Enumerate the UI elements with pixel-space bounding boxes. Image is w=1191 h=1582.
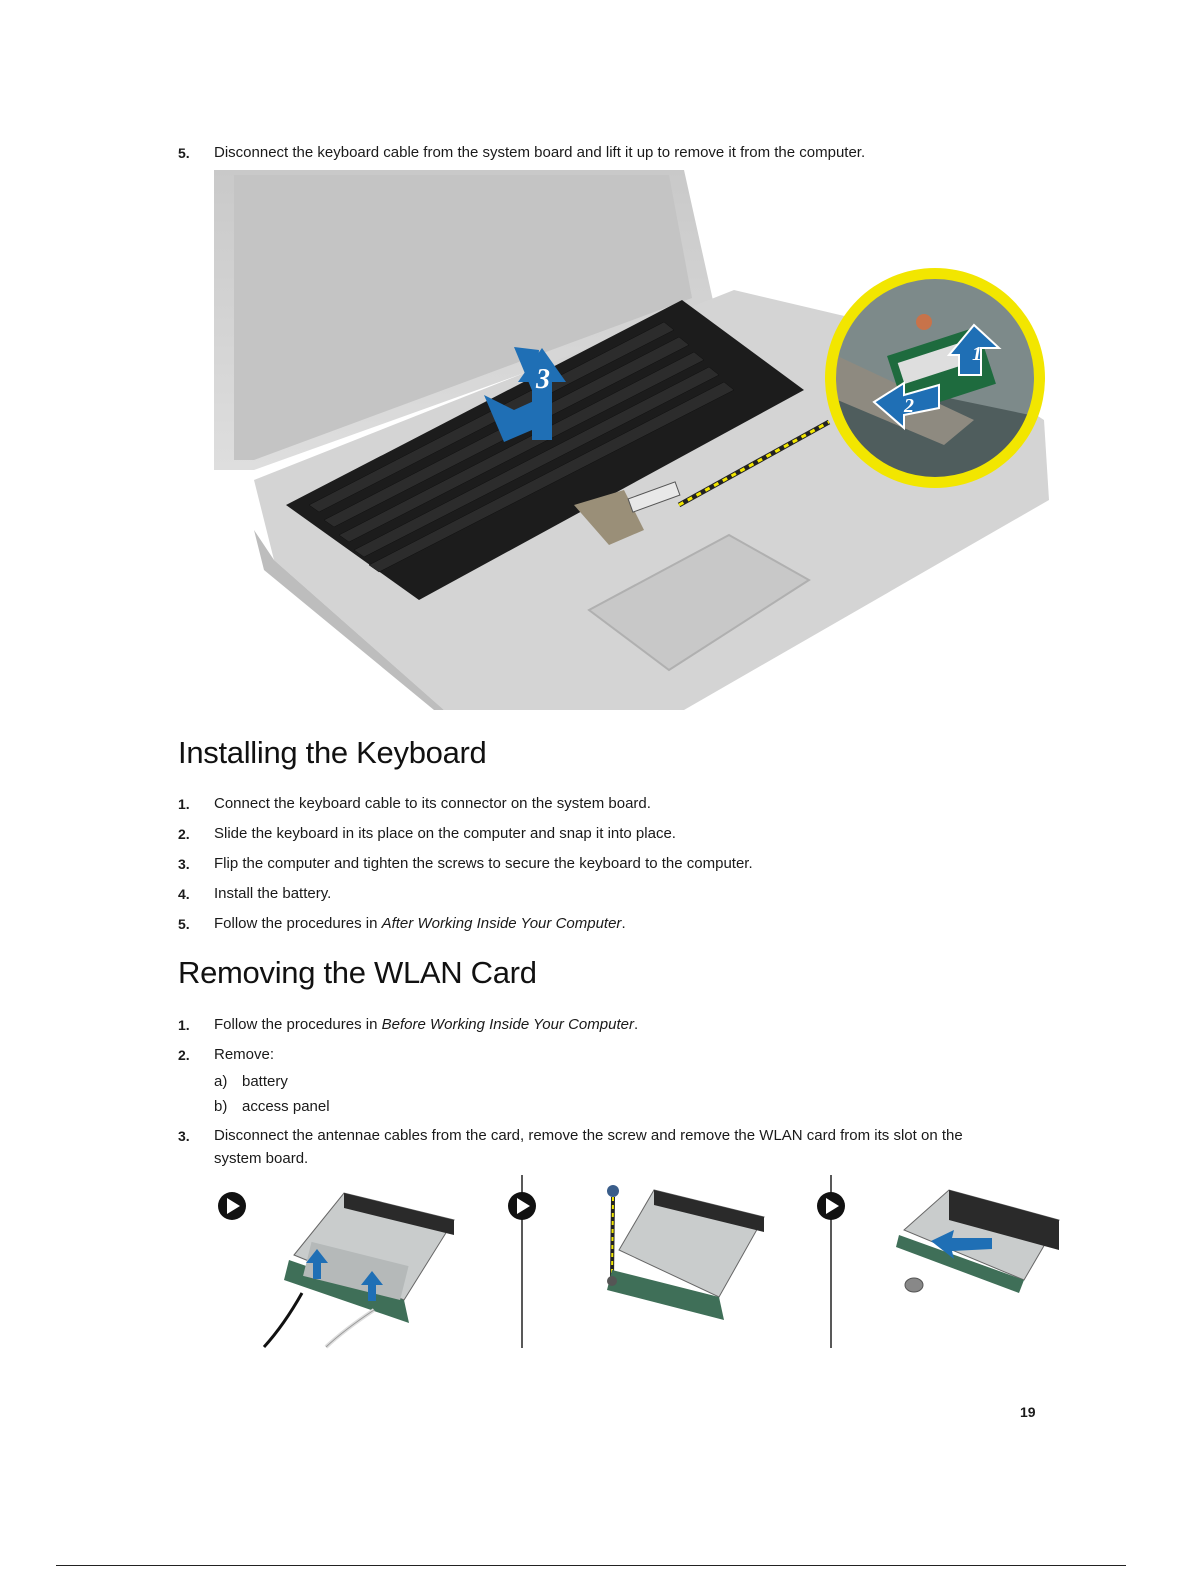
step-text: Flip the computer and tighten the screws to secure the keyboard to the computer. bbox=[214, 855, 753, 872]
sub-item bbox=[214, 1071, 288, 1093]
callout-2: 2 bbox=[904, 395, 914, 417]
sub-item-text: access panel bbox=[242, 1098, 330, 1115]
step-number: 2. bbox=[178, 1047, 190, 1063]
step-number: 4. bbox=[178, 886, 190, 902]
wlan-panel-remove-card bbox=[817, 1190, 1059, 1293]
step-number: 2. bbox=[178, 826, 190, 842]
step-number: 5. bbox=[178, 916, 190, 932]
wlan-panel-remove-screw bbox=[508, 1185, 764, 1320]
step-text: Slide the keyboard in its place on the computer and snap it into place. bbox=[214, 825, 676, 842]
step-number: 1. bbox=[178, 796, 190, 812]
sub-item-letter: b) bbox=[214, 1098, 228, 1115]
step-number: 1. bbox=[178, 1017, 190, 1033]
step-text-suffix: . bbox=[621, 915, 626, 932]
cross-reference-link[interactable]: After Working Inside Your Computer bbox=[381, 915, 622, 932]
wlan-removal-figure bbox=[214, 1175, 1074, 1350]
play-step-icon bbox=[218, 1192, 246, 1220]
step-number: 5. bbox=[178, 145, 190, 161]
step-text: Connect the keyboard cable to its connector on the system board. bbox=[214, 795, 651, 812]
sub-item-text: battery bbox=[242, 1073, 288, 1090]
step-number: 3. bbox=[178, 856, 190, 872]
callout-3: 3 bbox=[536, 364, 550, 395]
step-text: Install the battery. bbox=[214, 885, 332, 902]
cross-reference-link[interactable]: Before Working Inside Your Computer bbox=[381, 1016, 634, 1033]
wlan-panel-disconnect-cables bbox=[218, 1192, 454, 1347]
step-text-prefix: Follow the procedures in bbox=[214, 915, 382, 932]
keyboard-removal-figure bbox=[214, 170, 1049, 710]
page-number: 19 bbox=[1020, 1404, 1036, 1420]
callout-1: 1 bbox=[972, 343, 982, 365]
play-step-icon bbox=[817, 1192, 845, 1220]
sub-item bbox=[214, 1096, 330, 1118]
step-text-suffix: . bbox=[633, 1016, 639, 1033]
footer-rule bbox=[56, 1565, 1126, 1566]
sub-item-letter: a) bbox=[214, 1073, 228, 1090]
section-heading-installing-keyboard: Installing the Keyboard bbox=[178, 735, 487, 770]
step-number: 3. bbox=[178, 1128, 190, 1144]
step-text-prefix: Follow the procedures in bbox=[214, 1016, 382, 1033]
step-text: Remove: bbox=[214, 1046, 275, 1063]
section-heading-removing-wlan: Removing the WLAN Card bbox=[178, 955, 537, 990]
step-text-line-2: system board. bbox=[214, 1150, 309, 1167]
step-text bbox=[214, 1014, 638, 1036]
play-step-icon bbox=[508, 1192, 536, 1220]
step-text bbox=[214, 913, 626, 935]
step-text: Disconnect the keyboard cable from the system board and lift it up to remove it from the computer. bbox=[214, 144, 866, 161]
step-text-line-1: Disconnect the antennae cables from the card, remove the screw and remove the WLAN card from its slot on the bbox=[214, 1127, 963, 1144]
